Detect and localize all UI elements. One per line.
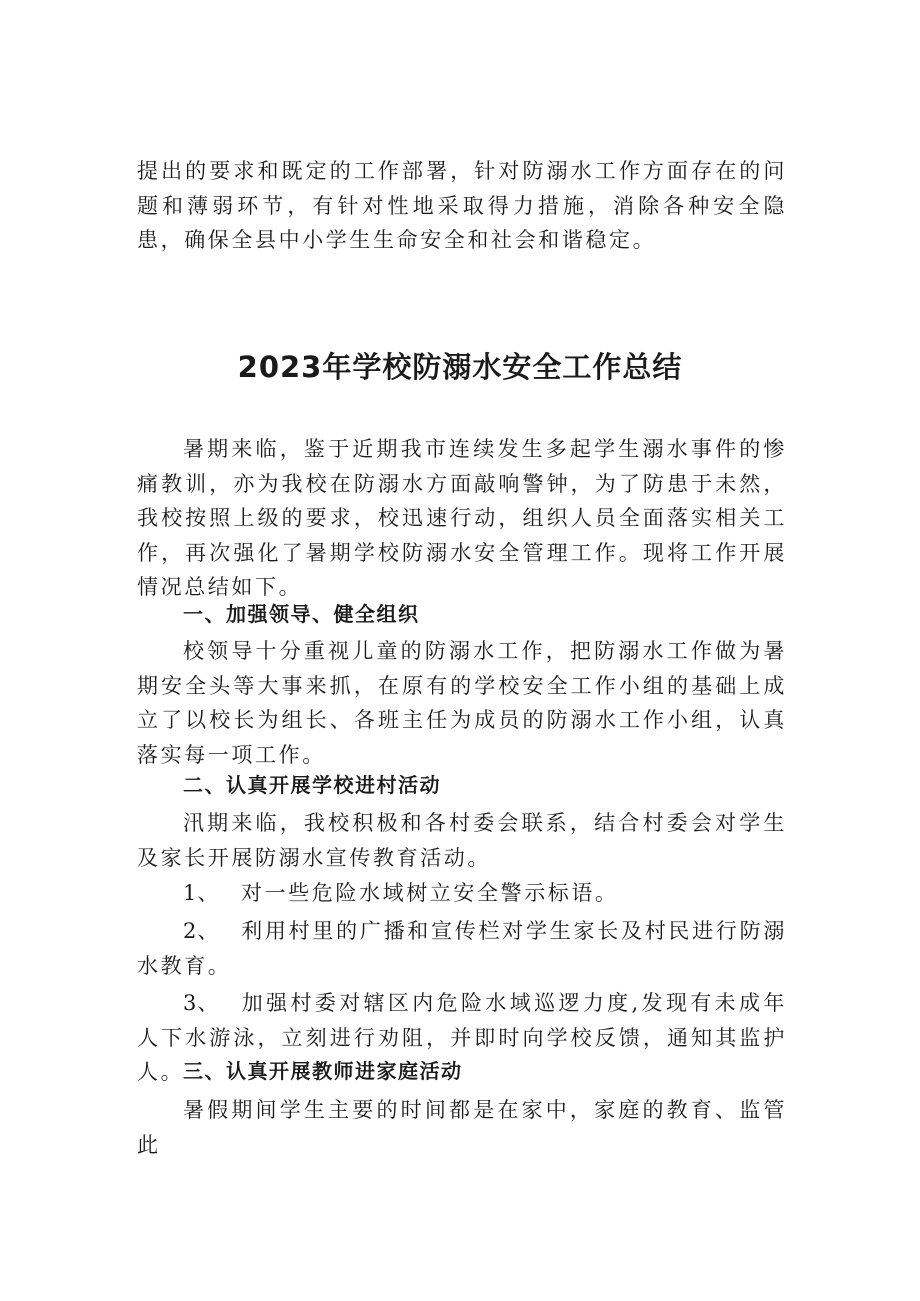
section-2-paragraph: 汛期来临，我校积极和各村委会联系，结合村委会对学生及家长开展防溺水宣传教育活动。: [137, 811, 787, 870]
section-1-paragraph: 校领导十分重视儿童的防溺水工作，把防溺水工作做为暑期安全头等大事来抓，在原有的学校安全工作小组的基础上成立了以校长为组长、各班主任为成员的防溺水工作小组，认真落实每一项工作。: [137, 639, 787, 767]
previous-section-paragraph: 提出的要求和既定的工作部署，针对防溺水工作方面存在的问题和薄弱环节，有针对性地采取得力措施，消除各种安全隐患，确保全县中小学生生命安全和社会和谐稳定。: [137, 159, 787, 252]
section-2-heading: 二、认真开展学校进村活动: [183, 773, 441, 797]
list-item-2: [137, 914, 787, 983]
list-item-number: 1、: [183, 881, 220, 905]
list-item-1: [137, 876, 787, 911]
section-3-paragraph: 暑假期间学生主要的时间都是在家中，家庭的教育、监管此: [137, 1098, 787, 1157]
list-item-number: 2、: [183, 919, 220, 943]
list-item-text: 对一些危险水域树立安全警示标语。: [241, 881, 619, 905]
list-item-text: 利用村里的广播和宣传栏对学生家长及村民进行防溺水教育。: [137, 919, 787, 978]
section-3-heading: 三、认真开展教师进家庭活动: [183, 1059, 463, 1083]
section-1-heading: 一、加强领导、健全组织: [183, 602, 420, 626]
list-item-number: 3、: [183, 991, 220, 1015]
list-item-text: 加强村委对辖区内危险水域巡逻力度,发现有未成年人下水游泳，立刻进行劝阻，并即时向学校反馈，通知其监护人。: [137, 991, 787, 1084]
intro-paragraph: 暑期来临，鉴于近期我市连续发生多起学生溺水事件的惨痛教训，亦为我校在防溺水方面敲响警钟，为了防患于未然，我校按照上级的要求，校迅速行动，组织人员全面落实相关工作，再次强化了暑期学校防溺水安全管理工作。现将工作开展情况总结如下。: [137, 437, 787, 599]
document-title: 2023年学校防溺水安全工作总结: [237, 350, 683, 384]
